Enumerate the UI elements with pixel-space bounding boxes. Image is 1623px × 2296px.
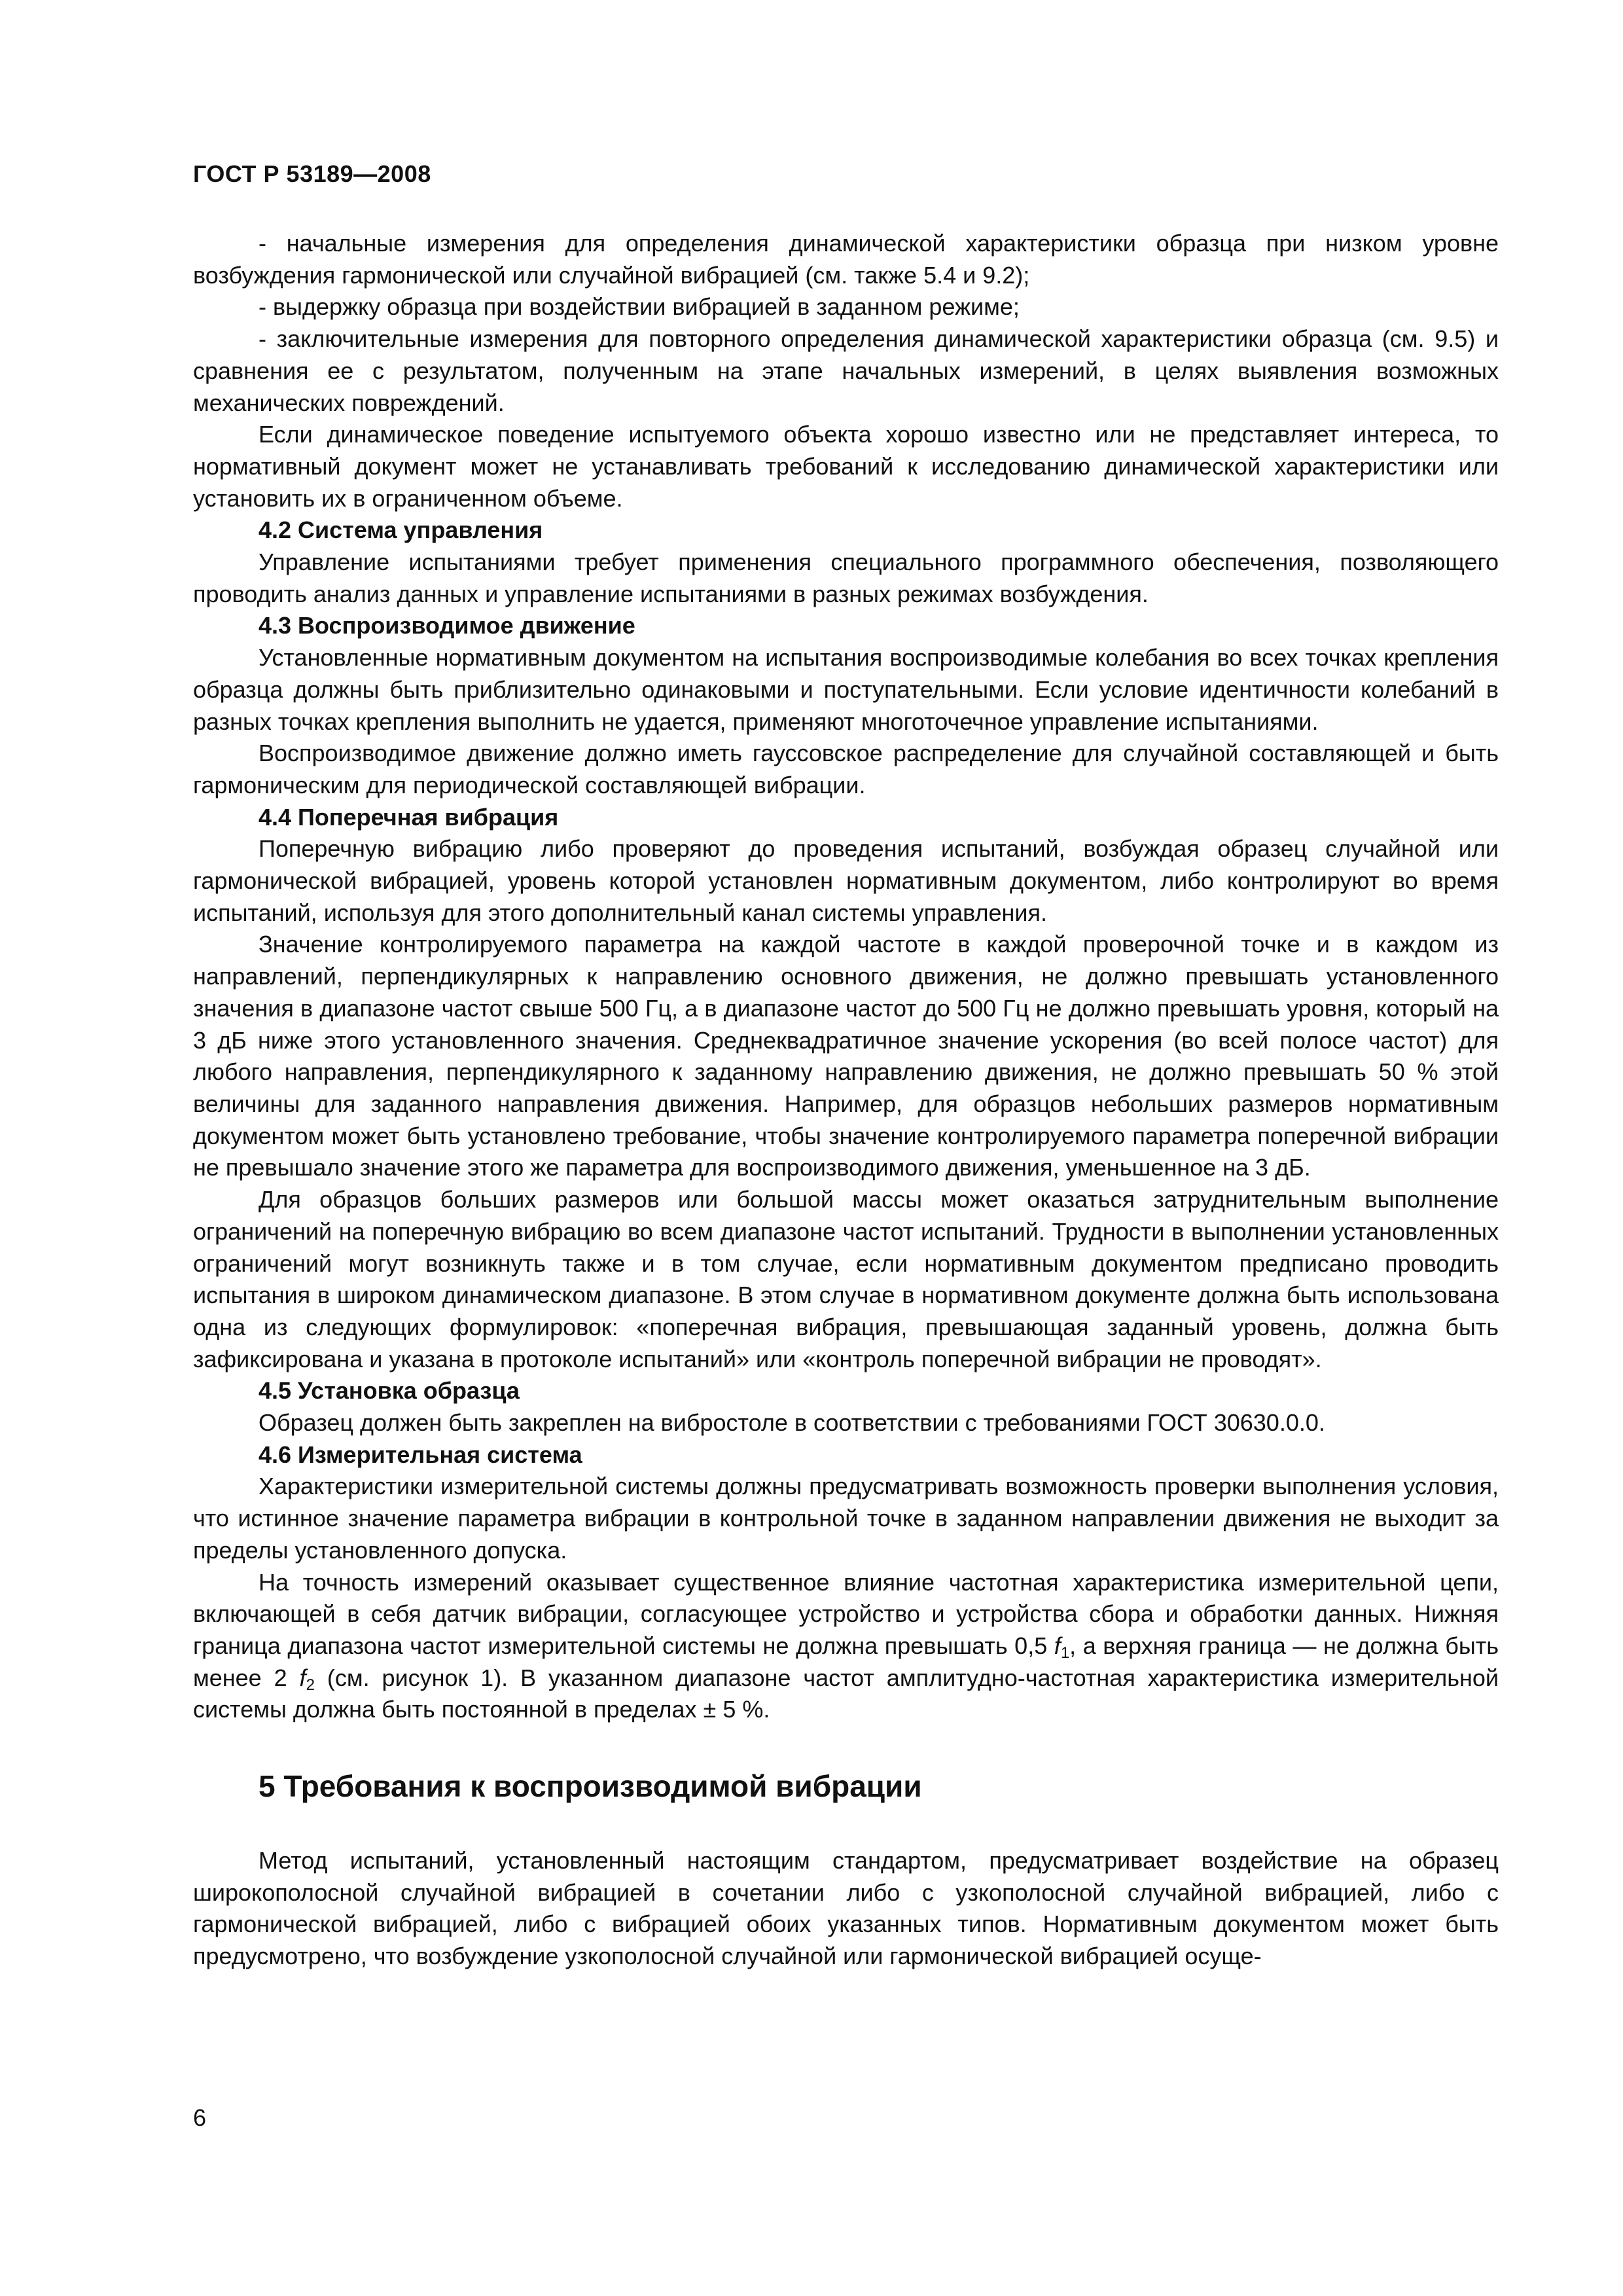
paragraph: Поперечную вибрацию либо проверяют до проведения испытаний, возбуждая образец случайной или гармонической вибрацией, уровень которой установлен нормативным документом, либо контролируют во время испытаний, используя для этого дополнительный канал системы управления. [193,835,1499,926]
paragraph: Установленные нормативным документом на испытания воспроизводимые колебания во всех точках крепления образца должны быть приблизительно одинаковыми и поступательными. Если условие идентичности колебаний в разных точках крепления выполнить не удается, применяют многоточечное управление испытаниями. [193,644,1499,735]
text-fragment: На точность измерений оказывает существенное влияние частотная характеристика измерительной цепи, включающей в себя датчик вибрации, согласующее устройство и устройства сбора и обработки данных. Нижняя граница диапазона частот измерительной системы не должна превышать 0,5 [193,1568,1499,1659]
frequency-symbol: f [299,1664,306,1691]
standard-header: ГОСТ Р 53189—2008 [193,160,431,187]
page-number: 6 [193,2104,207,2131]
frequency-subscript: 2 [306,1676,315,1694]
paragraph: Управление испытаниями требует применения специального программного обеспечения, позволяющего проводить анализ данных и управление испытаниями в разных режимах возбуждения. [193,548,1499,607]
paragraph [193,1567,1499,1727]
section-heading-4-5: 4.5 Установка образца [259,1377,520,1405]
frequency-symbol: f [1054,1632,1061,1659]
section-heading-4-3: 4.3 Воспроизводимое движение [259,612,635,639]
section-heading-5: 5 Требования к воспроизводимой вибрации [259,1769,922,1804]
paragraph: Для образцов больших размеров или большой массы может оказаться затруднительным выполнение ограничений на поперечную вибрацию во всем диапазоне частот испытаний. Трудности в выполнении установленных ограничений могут возникнуть также и в том случае, если нормативным документом предписано проводить испытания в широком динамическом диапазоне. В этом случае в нормативном документе должна быть использована одна из следующих формулировок: «поперечная вибрация, превышающая заданный уровень, должна быть зафиксирована и указана в протоколе испытаний» или «контроль поперечной вибрации не проводят». [193,1186,1499,1372]
text-fragment: , а верхняя граница — не должна быть менее 2 [193,1632,1499,1691]
paragraph: Значение контролируемого параметра на каждой частоте в каждой проверочной точке и в каждом из направлений, перпендикулярных к направлению основного движения, не должно превышать установленного значения в диапазоне частот свыше 500 Гц, а в диапазоне частот до 500 Гц не должно превышать уровня, который на 3 дБ ниже этого установленного значения. Среднеквадратичное значение ускорения (во всей полосе частот) для любого направления, перпендикулярного к заданному направлению движения, не должно превышать 50 % этой величины для заданного направления движения. Например, для образцов небольших размеров нормативным документом может быть установлено требование, чтобы значение контролируемого параметра поперечной вибрации не превышало значение этого же параметра для воспроизводимого движения, уменьшенное на 3 дБ. [193,931,1499,1181]
list-item: - заключительные измерения для повторного определения динамической характеристики образца (см. 9.5) и сравнения ее с результатом, полученным на этапе начальных измерений, в целях выявления возможных механических повреждений. [193,325,1499,416]
section-heading-4-6: 4.6 Измерительная система [259,1441,582,1468]
section-heading-4-2: 4.2 Система управления [259,516,543,544]
frequency-subscript: 1 [1060,1643,1070,1662]
paragraph: Характеристики измерительной системы должны предусматривать возможность проверки выполнения условия, что истинное значение параметра вибрации в контрольной точке в заданном направлении движения не выходит за пределы установленного допуска. [193,1473,1499,1564]
text-fragment: (см. рисунок 1). В указанном диапазоне частот амплитудно-частотная характеристика измерительной системы должна быть постоянной в пределах ± 5 %. [193,1664,1499,1723]
list-item: - начальные измерения для определения динамической характеристики образца при низком уровне возбуждения гармонической или случайной вибрацией (см. также 5.4 и 9.2); [193,230,1499,289]
paragraph: Воспроизводимое движение должно иметь гауссовское распределение для случайной составляющей и быть гармоническим для периодической составляющей вибрации. [193,740,1499,798]
section-heading-4-4: 4.4 Поперечная вибрация [259,803,559,831]
list-item: - выдержку образца при воздействии вибрацией в заданном режиме; [259,293,1020,321]
paragraph: Образец должен быть закреплен на вибростоле в соответствии с требованиями ГОСТ 30630.0.0. [259,1409,1325,1437]
page-content [193,228,1499,1973]
paragraph: Если динамическое поведение испытуемого объекта хорошо известно или не представляет интереса, то нормативный документ может не устанавливать требований к исследованию динамической характеристики или установить их в ограниченном объеме. [193,421,1499,512]
paragraph: Метод испытаний, установленный настоящим стандартом, предусматривает воздействие на образец широкополосной случайной вибрацией в сочетании либо с узкополосной случайной вибрацией, либо с гармонической вибрацией, либо с вибрацией обоих указанных типов. Нормативным документом может быть предусмотрено, что возбуждение узкополосной случайной или гармонической вибрацией осуще- [193,1847,1499,1970]
